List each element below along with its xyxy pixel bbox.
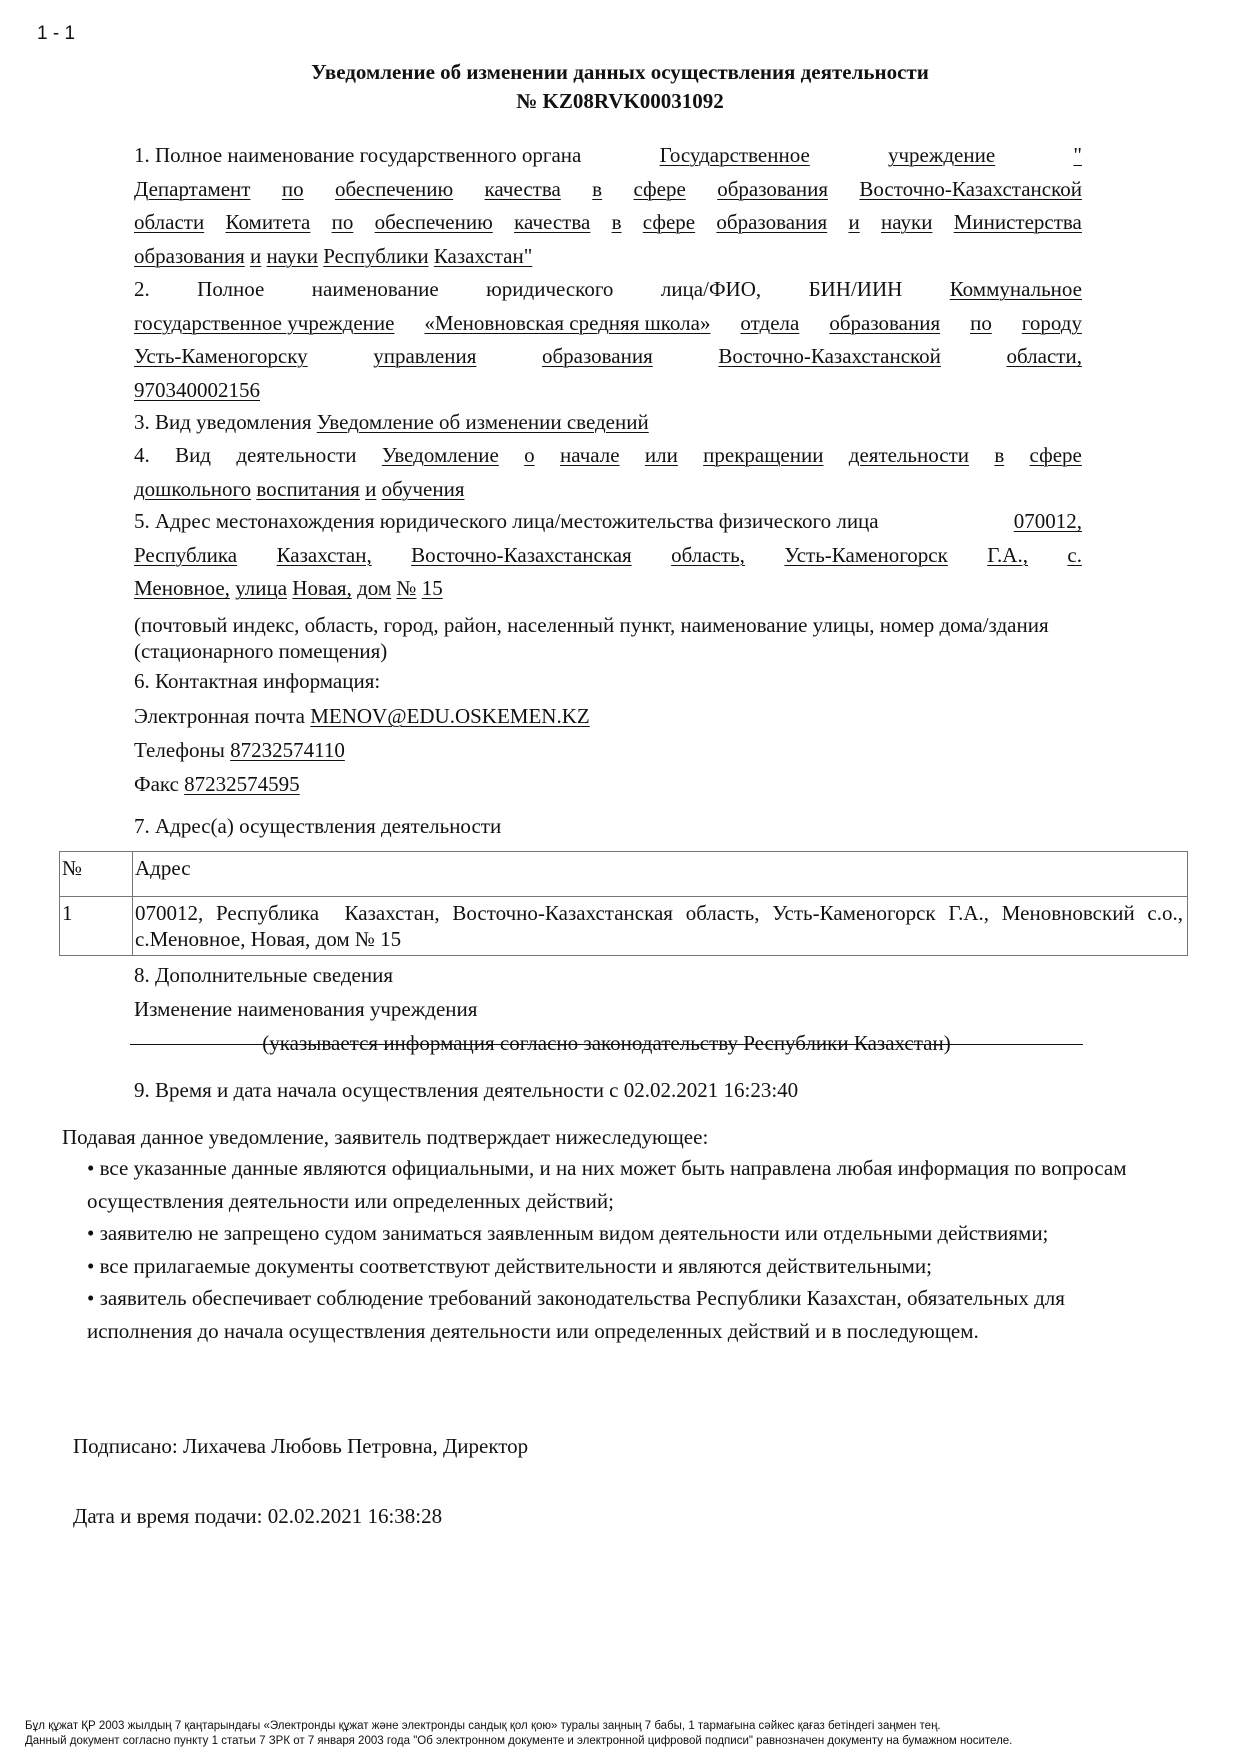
list-item: • заявитель обеспечивает соблюдение требований законодательства Республики Казахстан, обязательных для исполнения до начала осуществления деятельности или определенных действий и в последующем. [87, 1286, 1065, 1343]
document-number: № KZ08RVK00031092 [516, 89, 724, 113]
signed-by: Подписано: Лихачева Любовь Петровна, Директор [73, 1434, 529, 1458]
item4-block: 4. Вид деятельности Уведомление о начале или прекращении деятельности в сфере дошкольного воспитания и обучения [134, 443, 1082, 501]
item3-block [134, 406, 1082, 440]
fax-row [134, 771, 300, 797]
table-cell-num: 1 [60, 897, 133, 956]
item1-label: 1. Полное наименование государственного органа [134, 143, 582, 167]
fax-value: 87232574595 [184, 772, 300, 796]
item9-text: 9. Время и дата начала осуществления деятельности с 02.02.2021 16:23:40 [134, 1078, 799, 1102]
footer-ru: Данный документ согласно пункту 1 статьи 7 ЗРК от 7 января 2003 года "Об электронном документе и электронной цифровой подписи" равнозначен документу на бумажном носителе. [25, 1735, 1013, 1747]
bullet-list [87, 1152, 1147, 1347]
item8-hint: (указывается информация согласно законодательству Республики Казахстан) [262, 1031, 951, 1055]
table-header-num: № [60, 852, 133, 897]
item5-hint: (почтовый индекс, область, город, район, населенный пункт, наименование улицы, номер дома/здания (стационарного помещения) [134, 613, 1049, 663]
page-number: 1 - 1 [37, 23, 76, 44]
document-title: Уведомление об изменении данных осуществления деятельности [311, 60, 929, 84]
email-label: Электронная почта [134, 704, 305, 728]
item8-value: Изменение наименования учреждения [134, 997, 478, 1021]
address-table [59, 851, 1188, 956]
table-cell-address: 070012, Республика Казахстан, Восточно-Казахстанская область, Усть-Каменогорск Г.А., Меновновский с.о., с.Меновное, Новая, дом № 15 [133, 897, 1188, 956]
item7-label: 7. Адрес(а) осуществления деятельности [134, 814, 502, 838]
table-header-row [60, 852, 1188, 897]
item8-label: 8. Дополнительные сведения [134, 963, 394, 987]
item5-block: 5. Адрес местонахождения юридического лица/местожительства физического лица 070012, Республика Казахстан, Восточно-Казахстанская область, Усть-Каменогорск Г.А., с. Меновное, улица Новая, дом № 15 [134, 509, 1082, 600]
confirm-intro: Подавая данное уведомление, заявитель подтверждает нижеследующее: [62, 1125, 709, 1149]
item1-block: 1. Полное наименование государственного органа Государственное учреждение " Департамент по обеспечению качества в сфере образования Восточно-Казахстанской области Комитета по обеспечению качества в сфере образования и науки Министерства образования и науки Республики Казахстан" [134, 139, 1082, 273]
list-item: • все указанные данные являются официальными, и на них может быть направлена любая информация по вопросам осуществления деятельности или определенных действий; [87, 1156, 1127, 1213]
item3-value: Уведомление об изменении сведений [316, 410, 649, 434]
fax-label: Факс [134, 772, 179, 796]
email-value[interactable]: MENOV@EDU.OSKEMEN.KZ [310, 704, 590, 728]
table-row [60, 897, 1188, 956]
phones-row [134, 737, 345, 763]
item3-label: 3. Вид уведомления [134, 410, 312, 434]
list-item: • все прилагаемые документы соответствуют действительности и являются действительными; [87, 1253, 932, 1278]
footer-kz: Бұл құжат ҚР 2003 жылдың 7 қаңтарындағы «Электронды құжат және электронды сандық қол қою» туралы заңның 7 бабы, 1 тармағына сәйкес қағаз бетіндегі заңмен тең. [25, 1720, 941, 1732]
submitted-at: Дата и время подачи: 02.02.2021 16:38:28 [73, 1504, 443, 1528]
item2-block: 2. Полное наименование юридического лица/ФИО, БИН/ИИН Коммунальное государственное учреждение «Меновновская средняя школа» отдела образования по городу Усть-Каменогорску управления образования Восточно-Казахстанской области, 970340002156 [134, 277, 1082, 402]
email-row [134, 703, 590, 729]
table-header-address: Адрес [133, 852, 1188, 897]
list-item: • заявителю не запрещено судом заниматься заявленным видом деятельности или отдельными действиями; [87, 1221, 1049, 1245]
phones-value: 87232574110 [230, 738, 345, 762]
item6-label: 6. Контактная информация: [134, 669, 381, 693]
phones-label: Телефоны [134, 738, 225, 762]
